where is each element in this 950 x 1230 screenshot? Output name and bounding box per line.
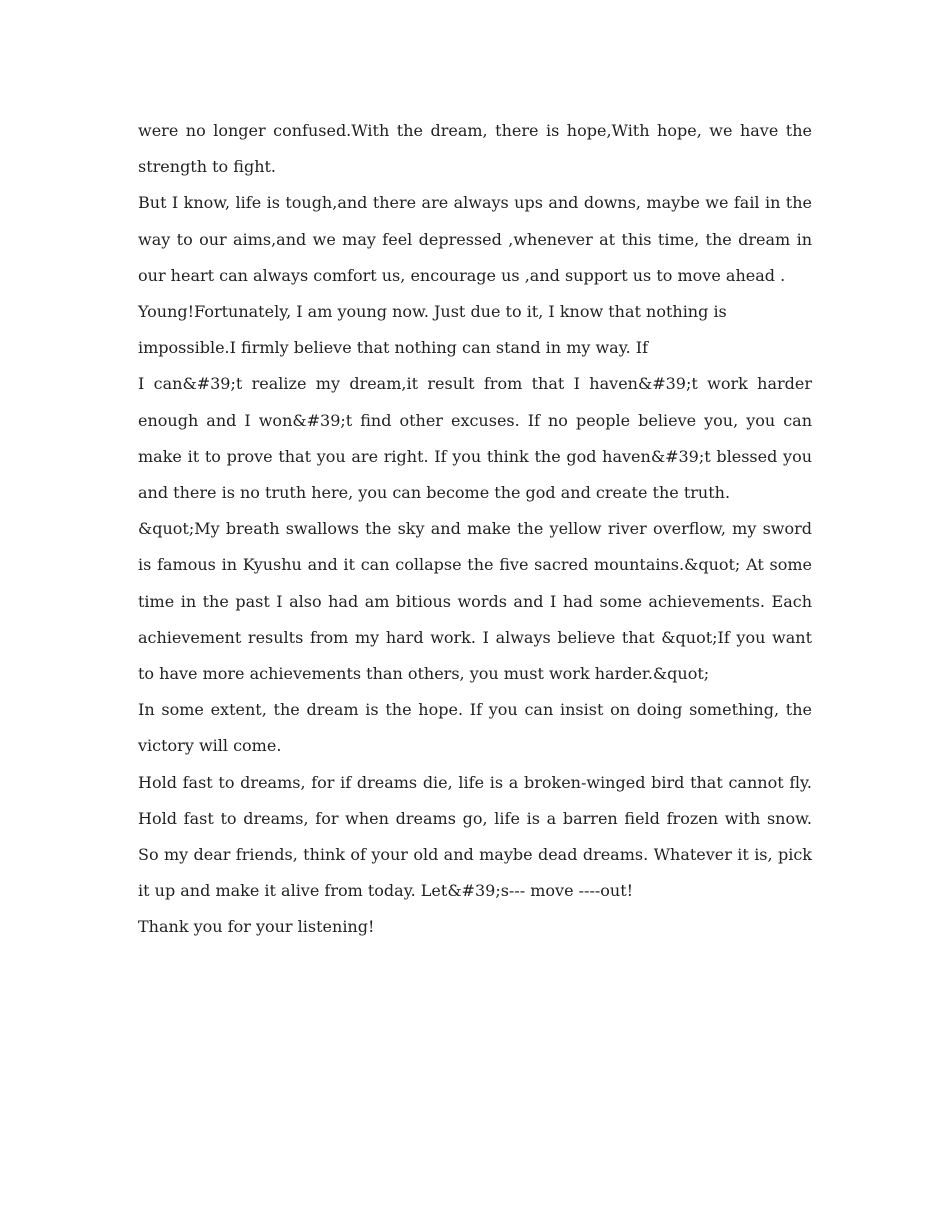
paragraph-hold-fast: Hold fast to dreams, for if dreams die, life is a broken-winged bird that cannot fly. Hold fast to dreams, for when dreams go, life is a barren field frozen with snow. So my dear friends, think of your old and maybe dead dreams. Whatever it is, pick it up and make it alive from today. Let&#39;s--- move ----out! xyxy=(138,772,812,901)
paragraph-breath-sky: &quot;My breath swallows the sky and make the yellow river overflow, my sword is famous in Kyushu and it can collapse the five sacred mountains.&quot; At some time in the past I also had am bitious words and I had some achievements. Each achievement results from my hard work. I always believe that &quot;If you want to have more achievements than others, you must work harder.&quot; xyxy=(138,519,812,684)
document-body xyxy=(138,113,812,946)
paragraph-some-extent: In some extent, the dream is the hope. If you can insist on doing something, the victory will come. xyxy=(138,700,812,756)
paragraph-dream-hope: were no longer confused.With the dream, there is hope,With hope, we have the strength to fight. xyxy=(138,121,812,177)
paragraph-young: Young!Fortunately, I am young now. Just due to it, I know that nothing is impossible.I firmly believe that nothing can stand in my way. If xyxy=(138,302,727,358)
paragraph-life-tough: But I know, life is tough,and there are always ups and downs, maybe we fail in the way to our aims,and we may feel depressed ,whenever at this time, the dream in our heart can always comfort us, encourage us ,and support us to move ahead . xyxy=(138,193,812,285)
paragraph-realize-dream: I can&#39;t realize my dream,it result from that I haven&#39;t work harder enough and I won&#39;t find other excuses. If no people believe you, you can make it to prove that you are right. If you think the god haven&#39;t blessed you and there is no truth here, you can become the god and create the truth. xyxy=(138,374,812,503)
paragraph-thank-you: Thank you for your listening! xyxy=(138,917,375,937)
